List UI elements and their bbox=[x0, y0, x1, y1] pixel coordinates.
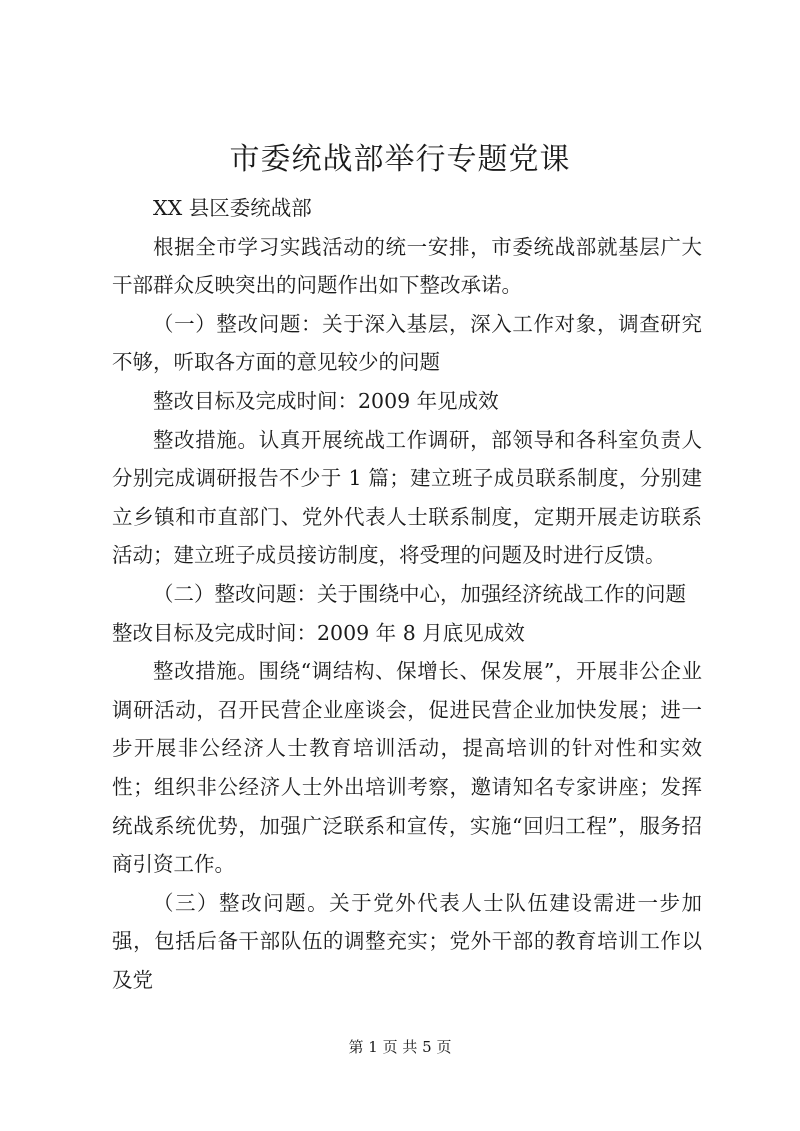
issue-2-measures-paragraph: 整改措施。围绕“调结构、保增长、保发展”，开展非公企业调研活动，召开民营企业座谈会，促进民营企业加快发展；进一步开展非公经济人士教育培训活动，提高培训的针对性和实效性；组织非公经济人士外出培训考察，邀请知名专家讲座；发挥统战系统优势，加强广泛联系和宣传，实施“回归工程”，服务招商引资工作。 bbox=[112, 659, 702, 877]
page-footer: 第 1 页 共 5 页 bbox=[348, 1038, 452, 1056]
document-title: 市委统战部举行专题党课 bbox=[229, 142, 571, 177]
issue-2-paragraph: （二）整改问题：关于围绕中心，加强经济统战工作的问题 bbox=[153, 581, 686, 606]
issue-1-measures-paragraph: 整改措施。认真开展统战工作调研，部领导和各科室负责人分别完成调研报告不少于 1 篇；建立班子成员联系制度，分别建立乡镇和市直部门、党外代表人士联系制度，定期开展走访联系活动；建立班子成员接访制度，将受理的问题及时进行反馈。 bbox=[112, 427, 702, 568]
document-body bbox=[112, 189, 702, 999]
issue-3-paragraph: （三）整改问题。关于党外代表人士队伍建设需进一步加强，包括后备干部队伍的调整充实；党外干部的教育培训工作以及党 bbox=[112, 890, 702, 992]
issue-1-target-paragraph: 整改目标及完成时间：2009 年见成效 bbox=[153, 388, 499, 413]
intro-paragraph: 根据全市学习实践活动的统一安排，市委统战部就基层广大干部群众反映突出的问题作出如下整改承诺。 bbox=[112, 234, 702, 298]
issue-2-target-paragraph: 整改目标及完成时间：2009 年 8 月底见成效 bbox=[112, 620, 525, 645]
issuing-organization: XX 县区委统战部 bbox=[153, 196, 312, 220]
issue-1-paragraph: （一）整改问题：关于深入基层，深入工作对象，调查研究不够，听取各方面的意见较少的问题 bbox=[112, 311, 702, 375]
